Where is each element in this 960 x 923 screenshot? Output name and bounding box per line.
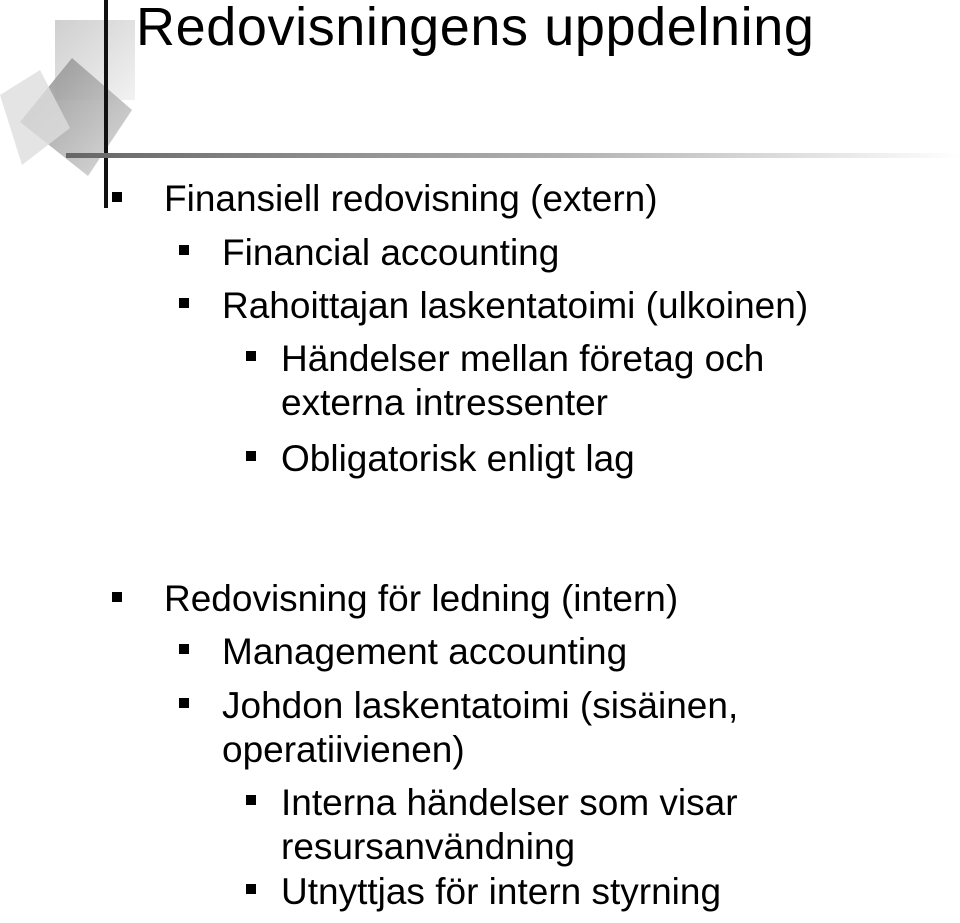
square-bullet-icon xyxy=(112,592,122,602)
bullet-text: Redovisning för ledning (intern) xyxy=(164,578,679,619)
bullet-text: Management accounting xyxy=(222,631,628,672)
bullet-item-5 xyxy=(281,437,635,481)
bullet-item-3 xyxy=(222,284,808,328)
square-bullet-icon xyxy=(179,698,189,708)
slide-title: Redovisningens uppdelning xyxy=(136,0,815,57)
bullet-text-line-1: Händelser mellan företag och xyxy=(281,338,765,379)
square-bullet-icon xyxy=(112,192,122,202)
bullet-text-line-1: Johdon laskentatoimi (sisäinen, xyxy=(222,685,739,726)
bullet-text: Rahoittajan laskentatoimi (ulkoinen) xyxy=(222,285,809,326)
bullet-item-6 xyxy=(164,577,678,621)
bullet-text: Finansiell redovisning (extern) xyxy=(164,178,658,219)
decor-horizontal-line xyxy=(66,153,960,158)
square-bullet-icon xyxy=(246,795,256,805)
bullet-text-line-2: operatiivienen) xyxy=(222,729,465,770)
decor-vertical-line xyxy=(104,0,108,208)
bullet-text-line-2: externa intressenter xyxy=(281,382,609,423)
bullet-item-9 xyxy=(281,781,738,869)
square-bullet-icon xyxy=(179,298,189,308)
bullet-item-1 xyxy=(164,177,658,221)
bullet-text-line-2: resursanvändning xyxy=(281,826,576,867)
bullet-text: Financial accounting xyxy=(222,232,560,273)
bullet-item-7 xyxy=(222,630,627,674)
square-bullet-icon xyxy=(246,351,256,361)
bullet-text: Obligatorisk enligt lag xyxy=(281,438,635,479)
square-bullet-icon xyxy=(246,884,256,894)
bullet-item-10 xyxy=(281,870,721,914)
square-bullet-icon xyxy=(179,245,189,255)
bullet-item-8 xyxy=(222,684,738,772)
bullet-item-2 xyxy=(222,231,559,275)
bullet-text: Utnyttjas för intern styrning xyxy=(281,871,722,912)
square-bullet-icon xyxy=(179,644,189,654)
square-bullet-icon xyxy=(246,451,256,461)
bullet-text-line-1: Interna händelser som visar xyxy=(281,782,738,823)
bullet-item-4 xyxy=(281,337,764,425)
